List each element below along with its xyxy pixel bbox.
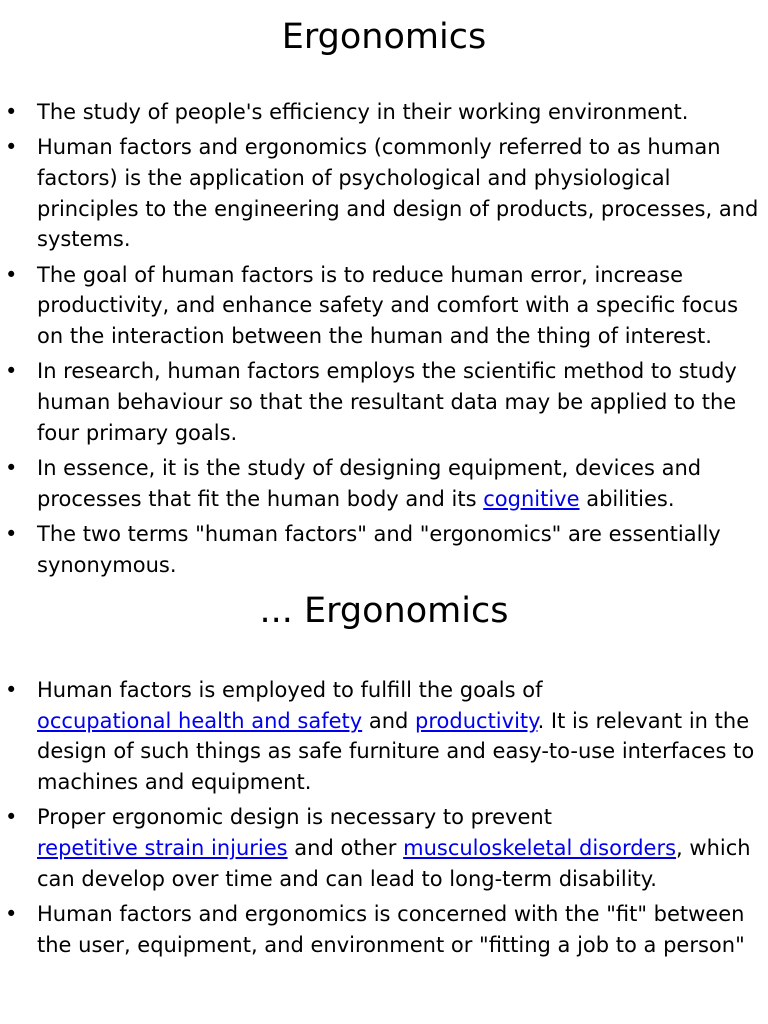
link-musculoskeletal-disorders[interactable]: musculoskeletal disorders [403,836,677,861]
link-repetitive-strain-injuries[interactable]: repetitive strain injuries [37,836,288,861]
slide-title: Ergonomics [281,17,487,57]
bullet-item [0,802,768,894]
bullet-text: Human factors and ergonomics (commonly referred to as human factors) is the application of psychological and physiological principles to the engineering and design of products, processes, and systems. [37,135,759,252]
bullet-item [0,356,768,448]
bullet-icon: • [5,678,18,702]
bullet-list [0,675,768,965]
bullet-icon: • [5,135,18,160]
bullet-text-after: . It is relevant in the design of such things as safe furniture and easy-to-use interfaces to machines and equipment. [37,708,755,795]
bullet-item [0,519,768,580]
bullet-icon: • [5,902,18,927]
bullet-item [0,97,768,128]
bullet-item [0,260,768,352]
bullet-text-before: In essence, it is the study of designing equipment, devices and processes that fit the human body and its [37,456,702,511]
bullet-item [0,132,768,255]
slide-title: ... Ergonomics [259,591,509,631]
bullet-icon: • [5,456,18,481]
bullet-text-after: abilities. [579,486,675,511]
bullet-item [0,899,768,960]
bullet-item [0,453,768,514]
bullet-text-after: , which can develop over time and can lead to long-term disability. [37,836,751,891]
bullet-text: The study of people's efficiency in their working environment. [37,100,689,124]
link-productivity[interactable]: productivity [415,708,538,733]
bullet-icon: • [5,100,18,124]
bullet-icon: • [5,805,18,830]
bullet-list [0,97,768,585]
link-cognitive[interactable]: cognitive [483,486,580,511]
bullet-icon: • [5,262,18,287]
bullet-text-middle: and other [287,836,404,861]
bullet-text-before: Human factors is employed to fulfill the goals of [37,678,543,702]
bullet-text-middle: and [362,708,416,733]
bullet-text: Human factors and ergonomics is concerned with the "fit" between the user, equipment, and environment or "fitting a job to a person" [37,902,745,957]
bullet-item [0,675,768,798]
bullet-text-before: Proper ergonomic design is necessary to prevent [37,805,552,830]
link-occupational-health-and-safety[interactable]: occupational health and safety [37,708,363,733]
bullet-text: The goal of human factors is to reduce human error, increase productivity, and enhance safety and comfort with a specific focus on the interaction between the human and the thing of interest. [37,262,739,349]
bullet-text: The two terms "human factors" and "ergonomics" are essentially synonymous. [37,522,721,577]
bullet-icon: • [5,359,18,384]
bullet-text: In research, human factors employs the scientific method to study human behaviour so that the resultant data may be applied to the four primary goals. [37,359,737,445]
bullet-icon: • [5,522,18,547]
